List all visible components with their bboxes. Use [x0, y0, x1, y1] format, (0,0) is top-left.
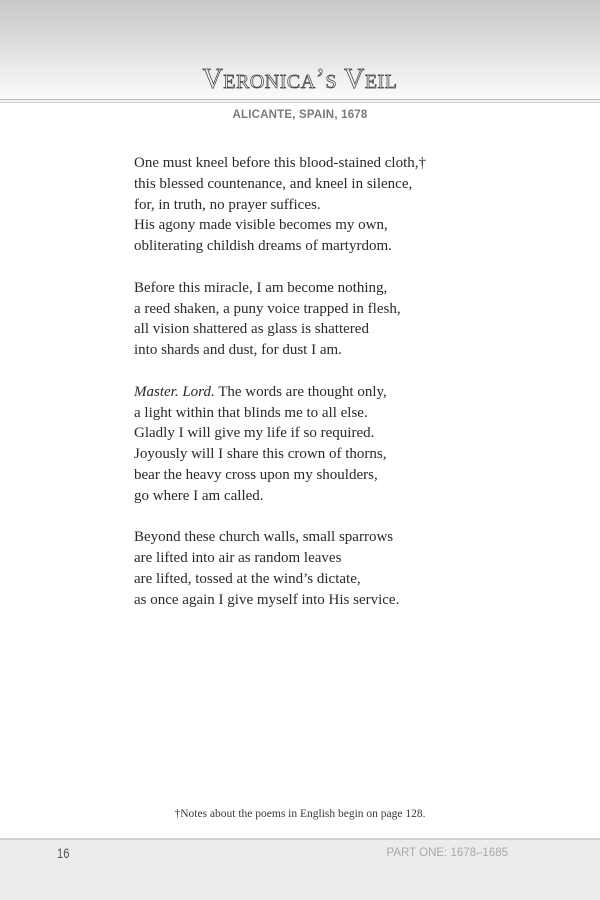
poem-line: this blessed countenance, and kneel in silence,: [134, 175, 413, 192]
page-number: 16: [57, 845, 70, 861]
poem-line: are lifted into air as random leaves: [134, 550, 342, 567]
poem-line: Gladly I will give my life if so required.: [134, 425, 375, 442]
poem-line: obliterating childish dreams of martyrdom.: [134, 238, 392, 255]
running-head: PART ONE: 1678–1685: [386, 847, 508, 859]
line-rest: The words are thought only,: [214, 383, 387, 400]
poem-line: [134, 382, 426, 403]
poem-line: for, in truth, no prayer suffices.: [134, 196, 321, 213]
italic-phrase: Master. Lord.: [134, 383, 215, 400]
poem-line: bear the heavy cross upon my shoulders,: [134, 466, 378, 483]
poem-line: Before this miracle, I am become nothing,: [134, 279, 388, 296]
poem-line: are lifted, tossed at the wind’s dictate,: [134, 570, 361, 587]
poem-line: Beyond these church walls, small sparrows: [134, 529, 394, 546]
stanza-3: [134, 382, 426, 507]
poem-line: go where I am called.: [134, 487, 264, 504]
stanza-4: [134, 527, 426, 610]
poem-line: into shards and dust, for dust I am.: [134, 342, 342, 359]
poem-title: Veronica’s Veil: [202, 64, 398, 95]
poem-line: His agony made visible becomes my own,: [134, 217, 388, 234]
poem-line: a reed shaken, a puny voice trapped in flesh,: [134, 300, 401, 317]
poem-line: a light within that blinds me to all else.: [134, 404, 368, 421]
header-rule: [0, 99, 600, 103]
poem-line: Joyously will I share this crown of thorns,: [134, 446, 387, 463]
stanza-1: [134, 153, 426, 257]
stanza-2: [134, 278, 426, 361]
poem-line: as once again I give myself into His service.: [134, 591, 400, 608]
poem-body: [134, 153, 426, 631]
poem-line: all vision shattered as glass is shattered: [134, 321, 369, 338]
poem-place-date: ALICANTE, SPAIN, 1678: [232, 109, 368, 121]
footer-band: [0, 838, 600, 900]
poem-line: One must kneel before this blood-stained cloth,†: [134, 155, 427, 171]
footnote: †Notes about the poems in English begin on page 128.: [174, 808, 426, 820]
